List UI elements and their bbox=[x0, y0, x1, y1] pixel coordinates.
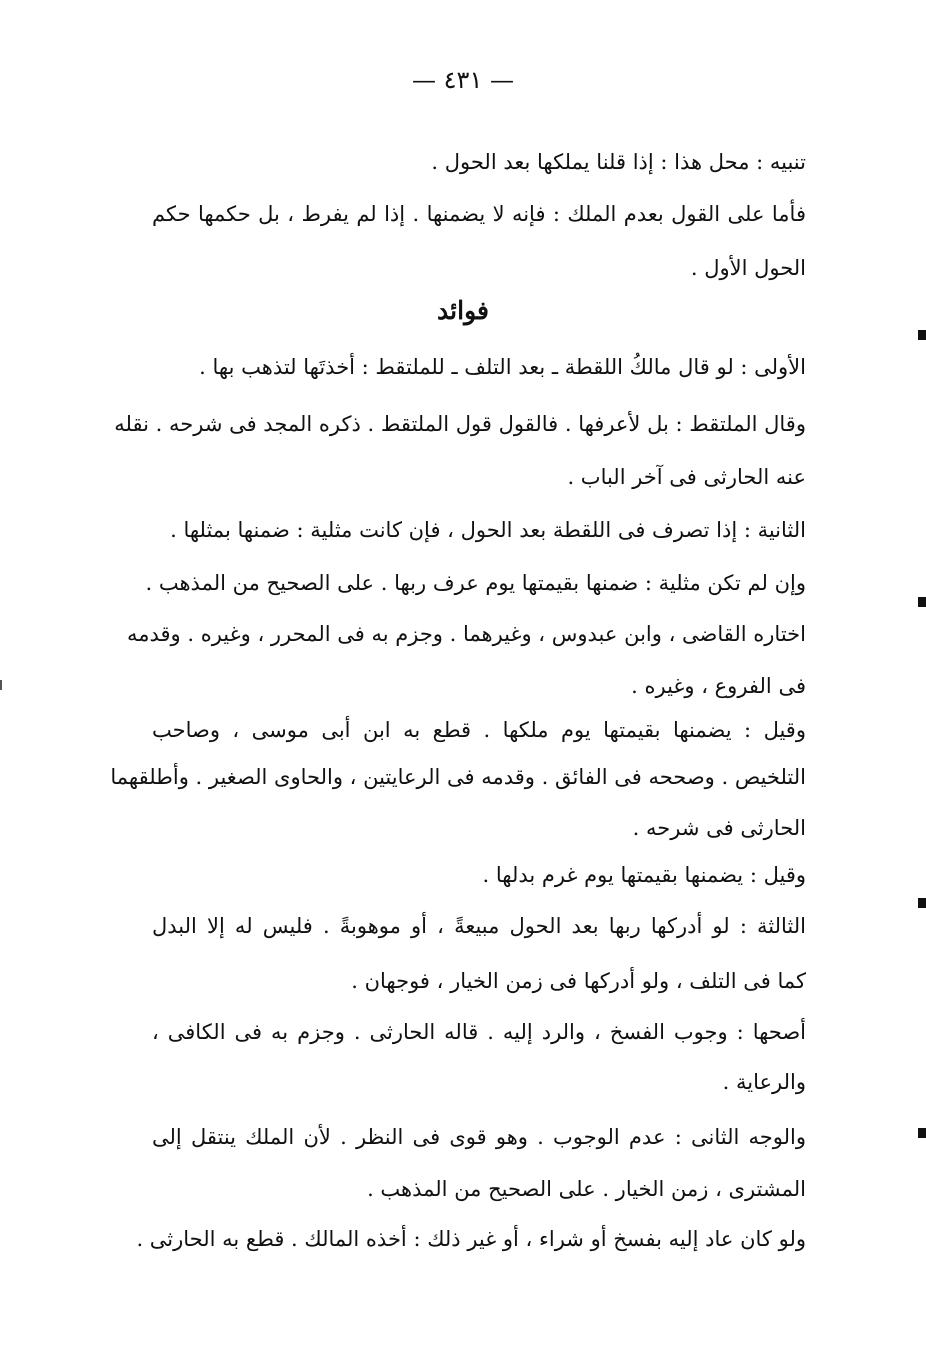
section-heading: فوائد bbox=[437, 296, 489, 325]
second-point-line-2: وإن لم تكن مثلية : ضمنها بقيمتها يوم عرف ربها . على الصحيح من المذهب . bbox=[145, 571, 806, 595]
note-line-3: الحول الأول . bbox=[690, 256, 806, 280]
soundest-line-1: أصحها : وجوب الفسخ ، والرد إليه . قاله الحارثى . وجزم به فى الكافى ، bbox=[152, 1020, 806, 1044]
soundest-line-2: والرعاية . bbox=[722, 1070, 806, 1094]
second-point-line-3: اختاره القاضى ، وابن عبدوس ، وغيرهما . وجزم به فى المحرر ، وغيره . وقدمه bbox=[126, 622, 806, 646]
note-line-1: تنبيه : محل هذا : إذا قلنا يملكها بعد الحول . bbox=[431, 150, 806, 174]
third-point-line-2: كما فى التلف ، ولو أدركها فى زمن الخيار ، فوجهان . bbox=[351, 969, 806, 993]
page-number: — ٤٣١ — bbox=[412, 66, 514, 94]
opinion-line-3: الحارثى فى شرحه . bbox=[632, 816, 806, 840]
opinion2-line: وقيل : يضمنها بقيمتها يوم غرم بدلها . bbox=[482, 863, 806, 887]
first-point-line-2: وقال الملتقط : بل لأعرفها . فالقول قول الملتقط . ذكره المجد فى شرحه . نقله bbox=[114, 412, 806, 436]
first-point-line-3: عنه الحارثى فى آخر الباب . bbox=[567, 465, 806, 489]
third-point-line-1: الثالثة : لو أدركها ربها بعد الحول مبيعةً ، أو موهوبةً . فليس له إلا البدل bbox=[152, 914, 806, 938]
opinion-line-1: وقيل : يضمنها بقيمتها يوم ملكها . قطع به ابن أبى موسى ، وصاحب bbox=[152, 718, 806, 742]
second-point-line-1: الثانية : إذا تصرف فى اللقطة بعد الحول ، فإن كانت مثلية : ضمنها بمثلها . bbox=[170, 518, 806, 542]
note-line-2: فأما على القول بعدم الملك : فإنه لا يضمنها . إذا لم يفرط ، بل حكمها حكم bbox=[152, 202, 806, 226]
scan-edge-mark bbox=[0, 680, 2, 690]
scan-edge-mark bbox=[918, 898, 926, 908]
scan-edge-mark bbox=[918, 597, 926, 607]
second-view-line-2: المشترى ، زمن الخيار . على الصحيح من المذهب . bbox=[367, 1177, 806, 1201]
opinion-line-2: التلخيص . وصححه فى الفائق . وقدمه فى الرعايتين ، والحاوى الصغير . وأطلقهما bbox=[110, 765, 806, 789]
second-point-line-4: فى الفروع ، وغيره . bbox=[631, 674, 806, 698]
first-point-line-1: الأولى : لو قال مالكُ اللقطة ـ بعد التلف ـ للملتقط : أخذتَها لتذهب بها . bbox=[199, 355, 806, 379]
second-view-line-1: والوجه الثانى : عدم الوجوب . وهو قوى فى النظر . لأن الملك ينتقل إلى bbox=[152, 1125, 806, 1149]
scan-edge-mark bbox=[918, 330, 926, 340]
final-line: ولو كان عاد إليه بفسخ أو شراء ، أو غير ذلك : أخذه المالك . قطع به الحارثى . bbox=[136, 1227, 806, 1251]
scan-edge-mark bbox=[918, 1128, 926, 1138]
